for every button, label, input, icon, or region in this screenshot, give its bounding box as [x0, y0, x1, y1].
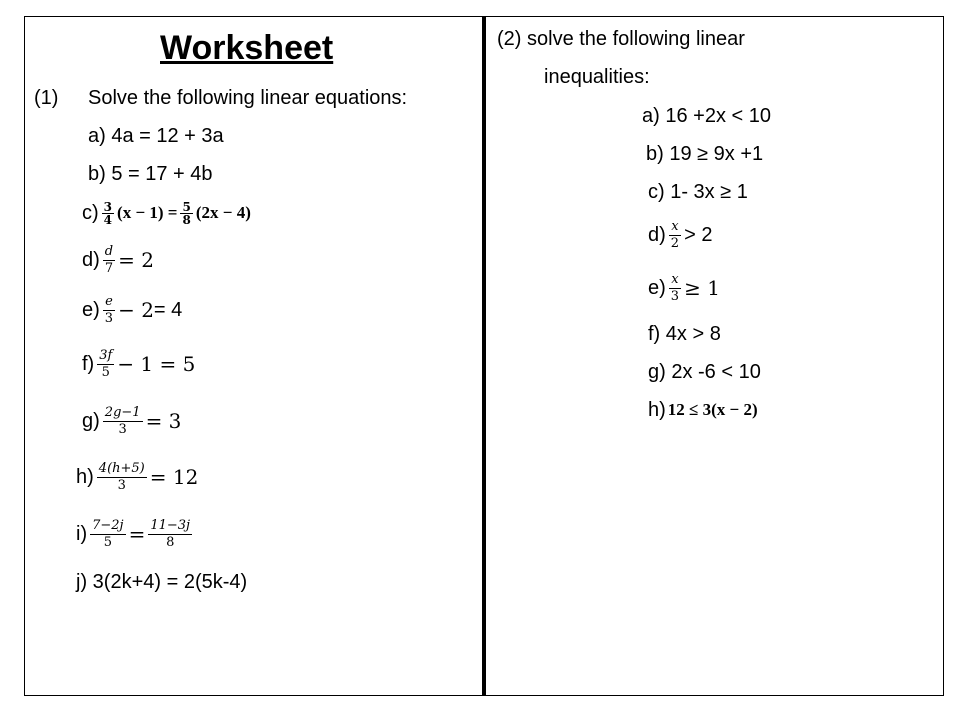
section-2-heading-line-2: inequalities: — [544, 66, 650, 88]
equation-g-numerator: 2g−1 — [104, 404, 141, 420]
equation-e-numerator: e — [103, 294, 115, 311]
equation-d — [82, 240, 154, 280]
inequality-d — [648, 214, 712, 256]
equation-d-rhs: = 2 — [118, 248, 154, 272]
equation-h — [76, 456, 198, 498]
inequality-h — [648, 397, 758, 423]
equation-c — [82, 196, 251, 230]
equation-d-label: d) — [82, 249, 100, 271]
inequality-d-rhs: > 2 — [684, 224, 713, 246]
equation-g-denominator: 3 — [118, 421, 127, 437]
equation-c-fraction-1-denominator: 4 — [103, 212, 113, 227]
inequality-e — [648, 266, 720, 310]
equation-e — [82, 290, 182, 330]
equation-d-fraction — [103, 244, 115, 277]
equation-f-denominator: 5 — [101, 364, 110, 380]
inequality-e-fraction — [669, 272, 681, 305]
equation-c-fraction-1 — [102, 201, 114, 226]
inequality-a: a) 16 +2x < 10 — [642, 105, 771, 127]
equation-h-rhs: = 12 — [149, 465, 199, 489]
equation-f — [82, 344, 195, 384]
equation-d-denominator: 7 — [104, 260, 114, 276]
equation-d-numerator: d — [104, 243, 114, 259]
section-2-heading-line-1: (2) solve the following linear — [497, 28, 745, 50]
equation-c-part-1: (x − 1) = — [117, 203, 178, 222]
equation-c-fraction-2-denominator: 8 — [182, 212, 191, 227]
equation-f-label: f) — [82, 353, 95, 375]
section-1-heading: Solve the following linear equations: — [88, 87, 408, 109]
equation-f-fraction — [97, 348, 114, 381]
inequality-e-numerator: x — [669, 272, 681, 289]
equation-g — [82, 400, 181, 442]
equation-i-label: i) — [76, 523, 88, 545]
inequality-d-denominator: 2 — [670, 235, 680, 251]
equation-b: b) 5 = 17 + 4b — [88, 163, 213, 185]
inequality-e-label: e) — [648, 277, 666, 299]
column-divider — [482, 16, 486, 696]
equation-e-mid: − 2 — [118, 298, 154, 322]
equation-c-fraction-1-numerator: 3 — [103, 199, 113, 214]
inequality-e-denominator: 3 — [670, 288, 680, 304]
equation-e-fraction — [103, 294, 115, 327]
equation-g-rhs: = 3 — [145, 409, 182, 433]
equation-e-denominator: 3 — [104, 310, 114, 326]
inequality-b: b) 19 ≥ 9x +1 — [646, 143, 764, 165]
equation-i-equals: = — [128, 522, 146, 546]
worksheet-title: Worksheet — [160, 29, 334, 67]
equation-i — [76, 512, 195, 556]
equation-i-denominator-2: 8 — [166, 534, 175, 550]
equation-i-fraction-2 — [148, 518, 192, 551]
inequality-d-fraction — [669, 219, 681, 252]
inequality-e-rhs: ≥ 1 — [684, 276, 720, 300]
equation-f-numerator: 3f — [99, 347, 113, 363]
inequality-h-expression: 12 ≤ 3(x − 2) — [667, 400, 758, 419]
equation-a: a) 4a = 12 + 3a — [88, 125, 224, 147]
equation-g-label: g) — [82, 410, 100, 432]
equation-c-fraction-2 — [180, 201, 192, 226]
equation-j: j) 3(2k+4) = 2(5k-4) — [76, 571, 248, 593]
equation-f-rhs: − 1 = 5 — [117, 352, 196, 376]
equation-i-fraction-1 — [90, 518, 125, 551]
equation-e-rhs: = 4 — [153, 299, 183, 321]
equation-i-numerator-2: 11−3j — [150, 517, 191, 533]
inequality-f: f) 4x > 8 — [648, 323, 721, 345]
inequality-c: c) 1- 3x ≥ 1 — [648, 181, 748, 203]
inequality-d-numerator: x — [669, 219, 681, 236]
equation-g-fraction — [103, 405, 143, 438]
inequality-g: g) 2x -6 < 10 — [648, 361, 761, 383]
equation-h-label: h) — [76, 466, 94, 488]
equation-c-part-2: (2x − 4) — [195, 203, 251, 222]
inequality-h-label: h) — [648, 399, 666, 421]
equation-e-label: e) — [82, 299, 100, 321]
equation-h-denominator: 3 — [117, 477, 126, 493]
equation-c-fraction-2-numerator: 5 — [182, 199, 191, 214]
equation-h-fraction — [97, 461, 147, 494]
equation-c-label: c) — [82, 202, 99, 224]
inequality-d-label: d) — [648, 224, 666, 246]
equation-i-denominator-1: 5 — [103, 534, 112, 550]
equation-i-numerator-1: 7−2j — [92, 517, 124, 533]
equation-h-numerator: 4(h+5) — [98, 460, 145, 476]
section-1-number: (1) — [34, 87, 59, 109]
